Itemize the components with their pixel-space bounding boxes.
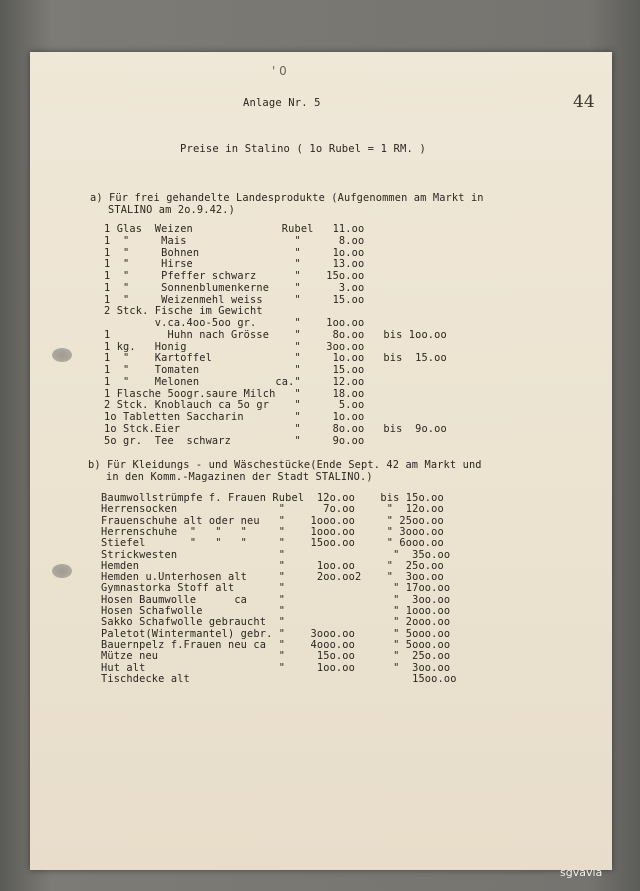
price-row: Hosen Baumwolle ca " " 3oo.oo (101, 593, 451, 606)
price-row: 1 " Weizenmehl weiss " 15.oo (104, 293, 365, 306)
section-b-heading-cont: in den Komm.-Magazinen der Stadt STALINO.) (106, 471, 373, 483)
price-row: 1 Flasche 5oogr.saure Milch " 18.oo (104, 387, 365, 400)
section-a-heading: a) Für frei gehandelte Landesprodukte (Aufgenommen am Markt in (90, 192, 484, 204)
price-row: 1o Tabletten Saccharin " 1o.oo (104, 411, 365, 423)
price-row: 1 " Bohnen " 1o.oo (104, 246, 365, 259)
price-row: v.ca.4oo-5oo gr. " 1oo.oo (104, 317, 365, 329)
price-row: 1 kg. Honig " 3oo.oo (104, 340, 365, 353)
price-row: Hut alt " 1oo.oo " 3oo.oo (101, 661, 451, 674)
price-row: Frauenschuhe alt oder neu " 1ooo.oo " 25oo.oo (101, 514, 444, 527)
price-row: 1 " Hirse " 13.oo (104, 258, 365, 271)
punch-hole-bottom (52, 564, 72, 578)
punch-hole-top (52, 348, 72, 362)
price-row: 5o gr. Tee schwarz " 9o.oo (104, 434, 365, 447)
price-row: Hemden u.Unterhosen alt " 2oo.oo2 " 3oo.oo (101, 571, 444, 584)
price-row: 1o Stck.Eier " 8o.oo bis 9o.oo (104, 422, 447, 435)
price-row: Strickwesten " " 35o.oo (101, 548, 451, 561)
pencil-marks: ' 0 (272, 64, 287, 78)
price-row: 1 " Pfeffer schwarz " 15o.oo (104, 270, 365, 282)
price-row: 1 " Mais " 8.oo (104, 234, 365, 247)
price-row: Bauernpelz f.Frauen neu ca " 4ooo.oo " 5ooo.oo (101, 638, 451, 651)
price-row: 1 " Sonnenblumenkerne " 3.oo (104, 281, 365, 294)
section-b-heading: b) Für Kleidungs - und Wäschestücke(Ende Sept. 42 am Markt und (88, 459, 482, 471)
price-row: 1 Glas Weizen Rubel 11.oo (104, 223, 365, 235)
page-number: 44 (573, 92, 595, 112)
price-row: Herrenschuhe " " " " 1ooo.oo " 3ooo.oo (101, 525, 444, 538)
price-row: Tischdecke alt 15oo.oo (101, 672, 457, 685)
price-row: 2 Stck. Fische im Gewicht (104, 305, 263, 318)
price-row: Gymnastorka Stoff alt " " 17oo.oo (101, 582, 451, 595)
price-row: 1 " Tomaten " 15.oo (104, 364, 365, 376)
price-row: 1 " Kartoffel " 1o.oo bis 15.oo (104, 352, 447, 365)
price-row: 2 Stck. Knoblauch ca 5o gr " 5.oo (104, 399, 365, 412)
price-row: Paletot(Wintermantel) gebr. " 3ooo.oo " 5ooo.oo (101, 627, 451, 640)
price-row: Hosen Schafwolle " " 1ooo.oo (101, 605, 451, 617)
price-row: Mütze neu " 15o.oo " 25o.oo (101, 650, 451, 663)
price-row: 1 Huhn nach Grösse " 8o.oo bis 1oo.oo (104, 328, 447, 341)
price-row: Baumwollstrümpfe f. Frauen Rubel 12o.oo bis 15o.oo (101, 492, 444, 504)
anlage-label: Anlage Nr. 5 (243, 97, 321, 109)
watermark: sgvavia (560, 866, 603, 879)
price-row: Sakko Schafwolle gebraucht " " 2ooo.oo (101, 616, 451, 629)
price-row: 1 " Melonen ca." 12.oo (104, 375, 365, 388)
price-row: Stiefel " " " " 15oo.oo " 6ooo.oo (101, 537, 444, 550)
price-row: Hemden " 1oo.oo " 25o.oo (101, 559, 444, 572)
section-a-heading-cont: STALINO am 2o.9.42.) (108, 204, 235, 216)
page-title: Preise in Stalino ( 1o Rubel = 1 RM. ) (180, 143, 426, 155)
price-row: Herrensocken " 7o.oo " 12o.oo (101, 503, 444, 516)
